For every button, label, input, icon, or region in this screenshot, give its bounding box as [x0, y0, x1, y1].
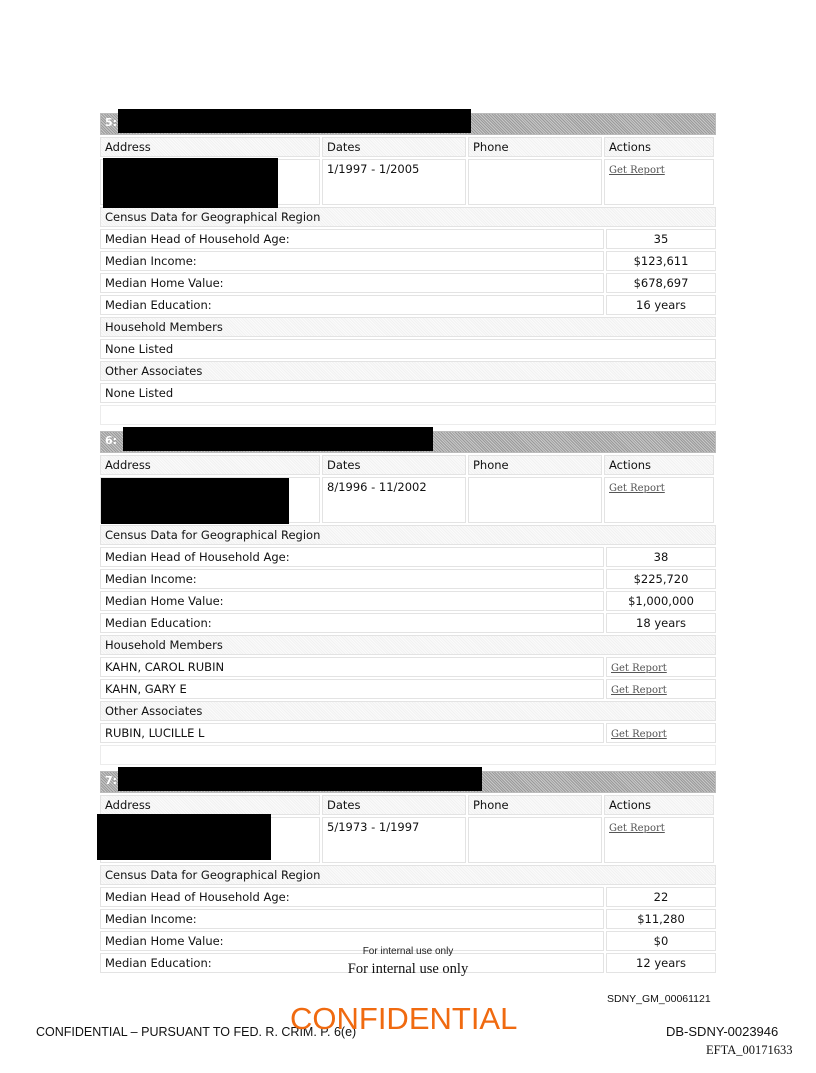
section-divider: [100, 745, 716, 765]
age-label: Median Head of Household Age:: [100, 887, 604, 907]
record-number: 5:: [105, 116, 118, 129]
household-heading: Household Members: [100, 317, 716, 337]
home-value-value: $0: [606, 931, 716, 951]
record-section-7: [100, 771, 716, 973]
associate: None Listed: [100, 383, 716, 403]
census-heading: Census Data for Geographical Region: [100, 525, 716, 545]
associates-heading: Other Associates: [100, 701, 716, 721]
record-number: 6:: [105, 434, 118, 447]
income-value: $225,720: [606, 569, 716, 589]
actions-cell: [604, 817, 714, 863]
census-heading: Census Data for Geographical Region: [100, 865, 716, 885]
record-header: [100, 771, 716, 793]
actions-cell: [604, 477, 714, 523]
home-value-value: $1,000,000: [606, 591, 716, 611]
column-phone: Phone: [468, 137, 602, 157]
phone-cell: [468, 159, 602, 205]
age-label: Median Head of Household Age:: [100, 229, 604, 249]
bates-number: SDNY_GM_00061121: [607, 993, 711, 1005]
section-divider: [100, 405, 716, 425]
home-value-value: $678,697: [606, 273, 716, 293]
actions-cell: [606, 679, 716, 699]
household-member: KAHN, CAROL RUBIN: [100, 657, 604, 677]
column-dates: Dates: [322, 795, 466, 815]
household-member: None Listed: [100, 339, 716, 359]
actions-cell: [606, 657, 716, 677]
home-value-label: Median Home Value:: [100, 591, 604, 611]
column-actions: Actions: [604, 455, 714, 475]
bates-number-secondary: DB-SDNY-0023946: [666, 1024, 779, 1039]
dates-cell: 8/1996 - 11/2002: [322, 477, 466, 523]
internal-use-note-serif: For internal use only: [347, 961, 469, 977]
get-report-link[interactable]: Get Report: [609, 165, 665, 176]
education-value: 18 years: [606, 613, 716, 633]
redaction-bar: [123, 427, 433, 451]
efta-number: EFTA_00171633: [706, 1043, 793, 1057]
column-phone: Phone: [468, 455, 602, 475]
redaction-bar: [101, 478, 289, 524]
redaction-bar: [97, 814, 271, 860]
address-cell: [100, 817, 320, 863]
education-label: Median Education:: [100, 613, 604, 633]
census-heading: Census Data for Geographical Region: [100, 207, 716, 227]
associates-heading: Other Associates: [100, 361, 716, 381]
record-header: [100, 431, 716, 453]
internal-use-note: For internal use only: [362, 946, 454, 957]
home-value-label: Median Home Value:: [100, 931, 604, 951]
column-header-row: [100, 795, 716, 815]
address-row: [100, 477, 716, 523]
education-value: 16 years: [606, 295, 716, 315]
address-row: [100, 159, 716, 205]
household-member: KAHN, GARY E: [100, 679, 604, 699]
column-phone: Phone: [468, 795, 602, 815]
age-label: Median Head of Household Age:: [100, 547, 604, 567]
column-address: Address: [100, 795, 320, 815]
age-value: 22: [606, 887, 716, 907]
address-cell: [100, 159, 320, 205]
age-value: 38: [606, 547, 716, 567]
address-row: [100, 817, 716, 863]
redaction-bar: [118, 109, 471, 133]
column-address: Address: [100, 137, 320, 157]
dates-cell: 1/1997 - 1/2005: [322, 159, 466, 205]
home-value-label: Median Home Value:: [100, 273, 604, 293]
record-number: 7:: [105, 774, 118, 787]
education-value: 12 years: [606, 953, 716, 973]
column-header-row: [100, 455, 716, 475]
education-label: Median Education:: [100, 295, 604, 315]
age-value: 35: [606, 229, 716, 249]
column-dates: Dates: [322, 137, 466, 157]
get-report-link[interactable]: Get Report: [611, 663, 667, 674]
education-label: Median Education:: [100, 953, 604, 973]
column-dates: Dates: [322, 455, 466, 475]
column-actions: Actions: [604, 795, 714, 815]
income-label: Median Income:: [100, 909, 604, 929]
column-header-row: [100, 137, 716, 157]
address-cell: [100, 477, 320, 523]
income-label: Median Income:: [100, 251, 604, 271]
get-report-link[interactable]: Get Report: [609, 483, 665, 494]
get-report-link[interactable]: Get Report: [609, 823, 665, 834]
column-actions: Actions: [604, 137, 714, 157]
get-report-link[interactable]: Get Report: [611, 685, 667, 696]
phone-cell: [468, 477, 602, 523]
records-list: [100, 113, 716, 973]
record-header: [100, 113, 716, 135]
record-section-6: [100, 431, 716, 765]
phone-cell: [468, 817, 602, 863]
confidential-notice: CONFIDENTIAL – PURSUANT TO FED. R. CRIM. P. 6(e): [36, 1025, 357, 1039]
column-address: Address: [100, 455, 320, 475]
get-report-link[interactable]: Get Report: [611, 729, 667, 740]
income-value: $11,280: [606, 909, 716, 929]
record-section-5: [100, 113, 716, 425]
confidential-stamp: CONFIDENTIAL: [290, 1001, 518, 1036]
actions-cell: [606, 723, 716, 743]
redaction-bar: [103, 158, 278, 208]
income-value: $123,611: [606, 251, 716, 271]
redaction-bar: [118, 767, 482, 791]
household-heading: Household Members: [100, 635, 716, 655]
dates-cell: 5/1973 - 1/1997: [322, 817, 466, 863]
actions-cell: [604, 159, 714, 205]
associate: RUBIN, LUCILLE L: [100, 723, 604, 743]
income-label: Median Income:: [100, 569, 604, 589]
